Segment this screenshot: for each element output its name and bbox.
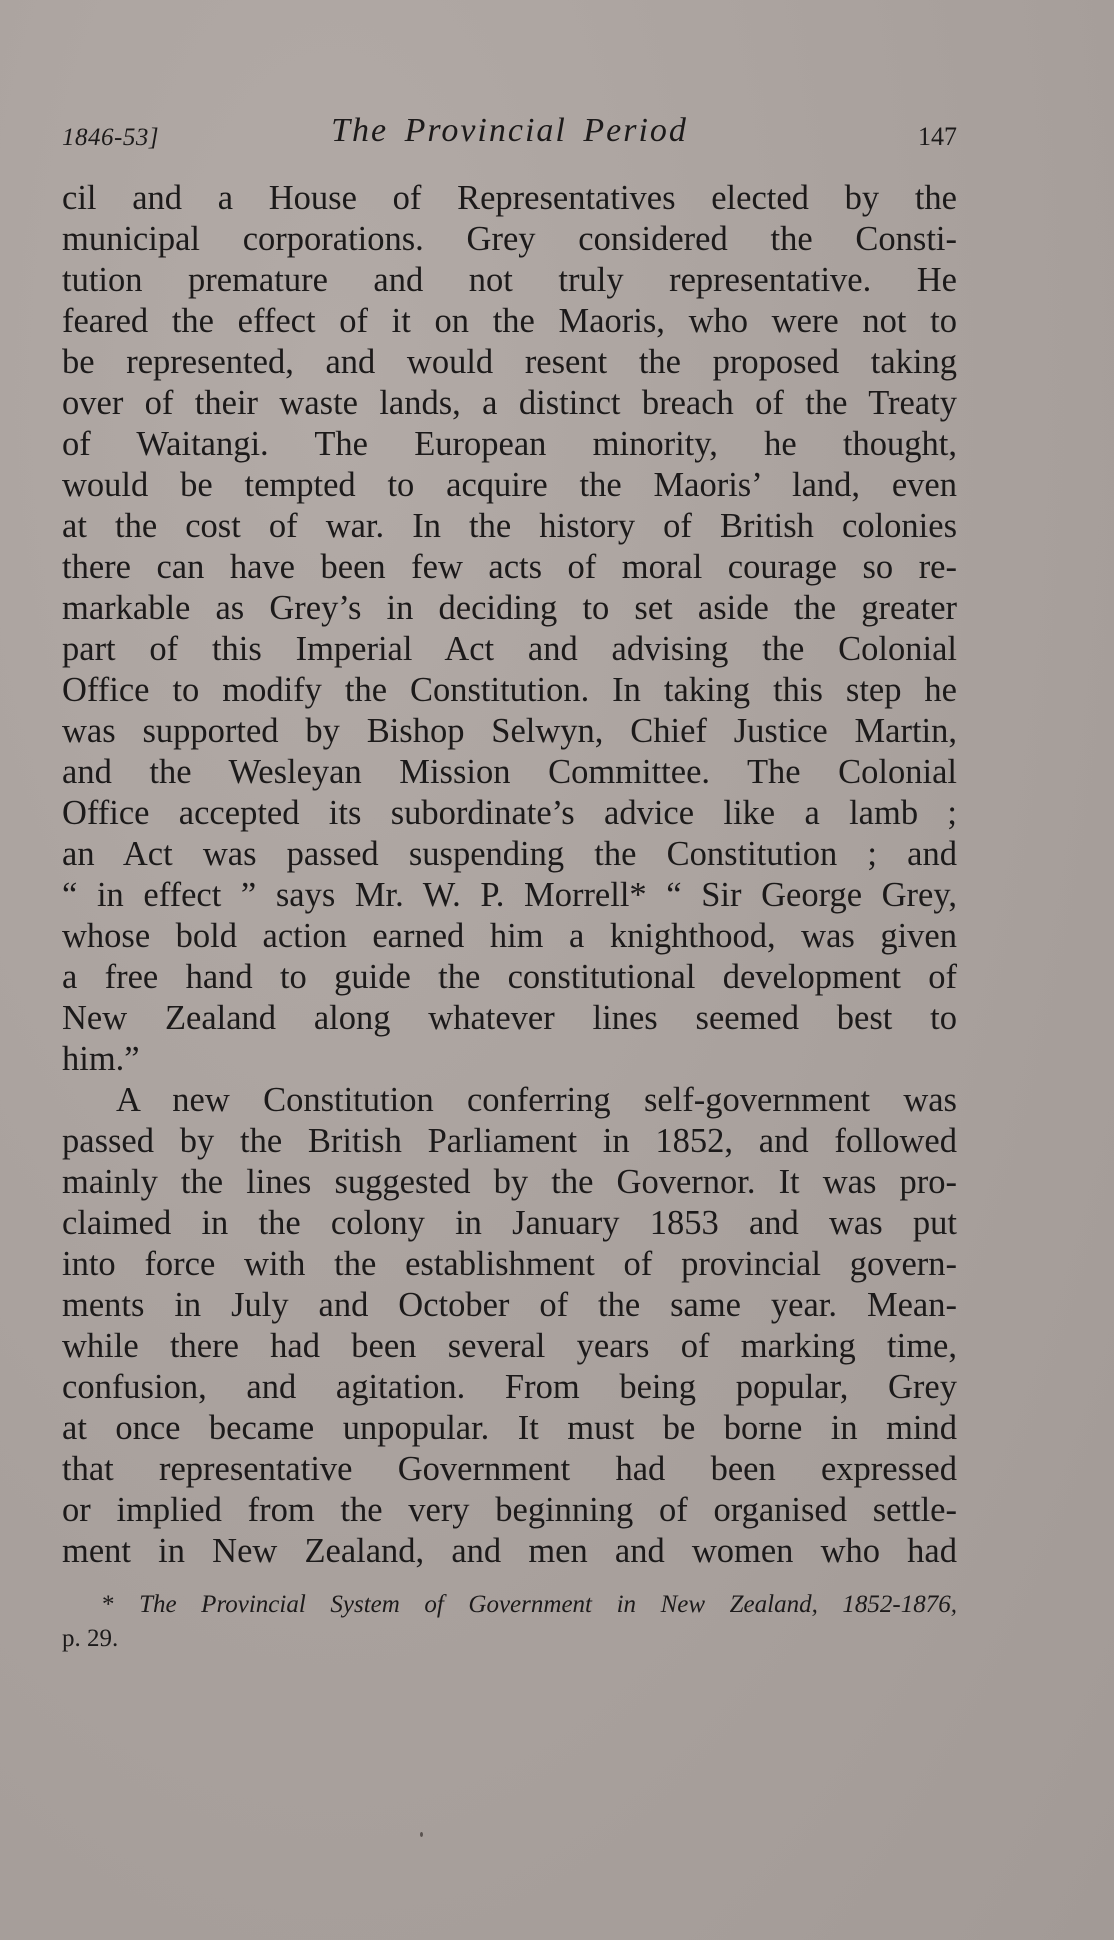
- text-line: at once became unpopular. It must be borne in mind: [62, 1409, 957, 1447]
- paragraph-end-line: him.”: [62, 1040, 140, 1078]
- text-line: Office to modify the Constitution. In taking this step he: [62, 671, 957, 709]
- text-line: there can have been few acts of moral courage so re-: [62, 548, 957, 586]
- footnote-citation: [62, 1588, 957, 1622]
- text-line: an Act was passed suspending the Constitution ; and: [62, 835, 957, 873]
- text-line: and the Wesleyan Mission Committee. The Colonial: [62, 753, 957, 791]
- footnote: [62, 1588, 957, 1656]
- text-line: or implied from the very beginning of organised settle-: [62, 1491, 957, 1529]
- text-line: passed by the British Parliament in 1852, and followed: [62, 1122, 957, 1160]
- footnote-page-ref: p. 29.: [62, 1625, 119, 1652]
- text-line: Office accepted its subordinate’s advice like a lamb ;: [62, 794, 957, 832]
- running-head: [62, 112, 957, 158]
- body-text: [62, 178, 957, 1572]
- footnote-marker: *: [102, 1591, 115, 1618]
- running-head-chapter-title: The Provincial Period: [331, 112, 688, 149]
- text-line: would be tempted to acquire the Maoris’ land, even: [62, 466, 957, 504]
- text-line: “ in effect ” says Mr. W. P. Morrell* “ Sir George Grey,: [62, 876, 957, 914]
- text-line: confusion, and agitation. From being popular, Grey: [62, 1368, 957, 1406]
- text-line: was supported by Bishop Selwyn, Chief Justice Martin,: [62, 712, 957, 750]
- text-line: markable as Grey’s in deciding to set aside the greater: [62, 589, 957, 627]
- text-line: while there had been several years of marking time,: [62, 1327, 957, 1365]
- text-line: tution premature and not truly representative. He: [62, 261, 957, 299]
- text-line: of Waitangi. The European minority, he thought,: [62, 425, 957, 463]
- page-number: 147: [918, 122, 957, 151]
- text-line: New Zealand along whatever lines seemed best to: [62, 999, 957, 1037]
- text-line: at the cost of war. In the history of British colonies: [62, 507, 957, 545]
- text-line: whose bold action earned him a knighthood, was given: [62, 917, 957, 955]
- text-line: ment in New Zealand, and men and women who had: [62, 1532, 957, 1570]
- text-line: feared the effect of it on the Maoris, who were not to: [62, 302, 957, 340]
- text-line: be represented, and would resent the proposed taking: [62, 343, 957, 381]
- text-line: that representative Government had been expressed: [62, 1450, 957, 1488]
- running-head-date-range: 1846-53]: [62, 124, 160, 151]
- paragraph-first-line: A new Constitution conferring self-government was: [116, 1081, 957, 1119]
- text-line: ments in July and October of the same year. Mean-: [62, 1286, 957, 1324]
- text-line: mainly the lines suggested by the Governor. It was pro-: [62, 1163, 957, 1201]
- text-line: part of this Imperial Act and advising the Colonial: [62, 630, 957, 668]
- text-line: cil and a House of Representatives elected by the: [62, 179, 957, 217]
- text-line: municipal corporations. Grey considered the Consti-: [62, 220, 957, 258]
- text-line: claimed in the colony in January 1853 and was put: [62, 1204, 957, 1242]
- text-line: over of their waste lands, a distinct breach of the Treaty: [62, 384, 957, 422]
- footnote-title: The Provincial System of Government in New Zealand, 1852-1876,: [139, 1591, 957, 1618]
- text-line: a free hand to guide the constitutional development of: [62, 958, 957, 996]
- paper-speck: [420, 1832, 423, 1837]
- text-line: into force with the establishment of provincial govern-: [62, 1245, 957, 1283]
